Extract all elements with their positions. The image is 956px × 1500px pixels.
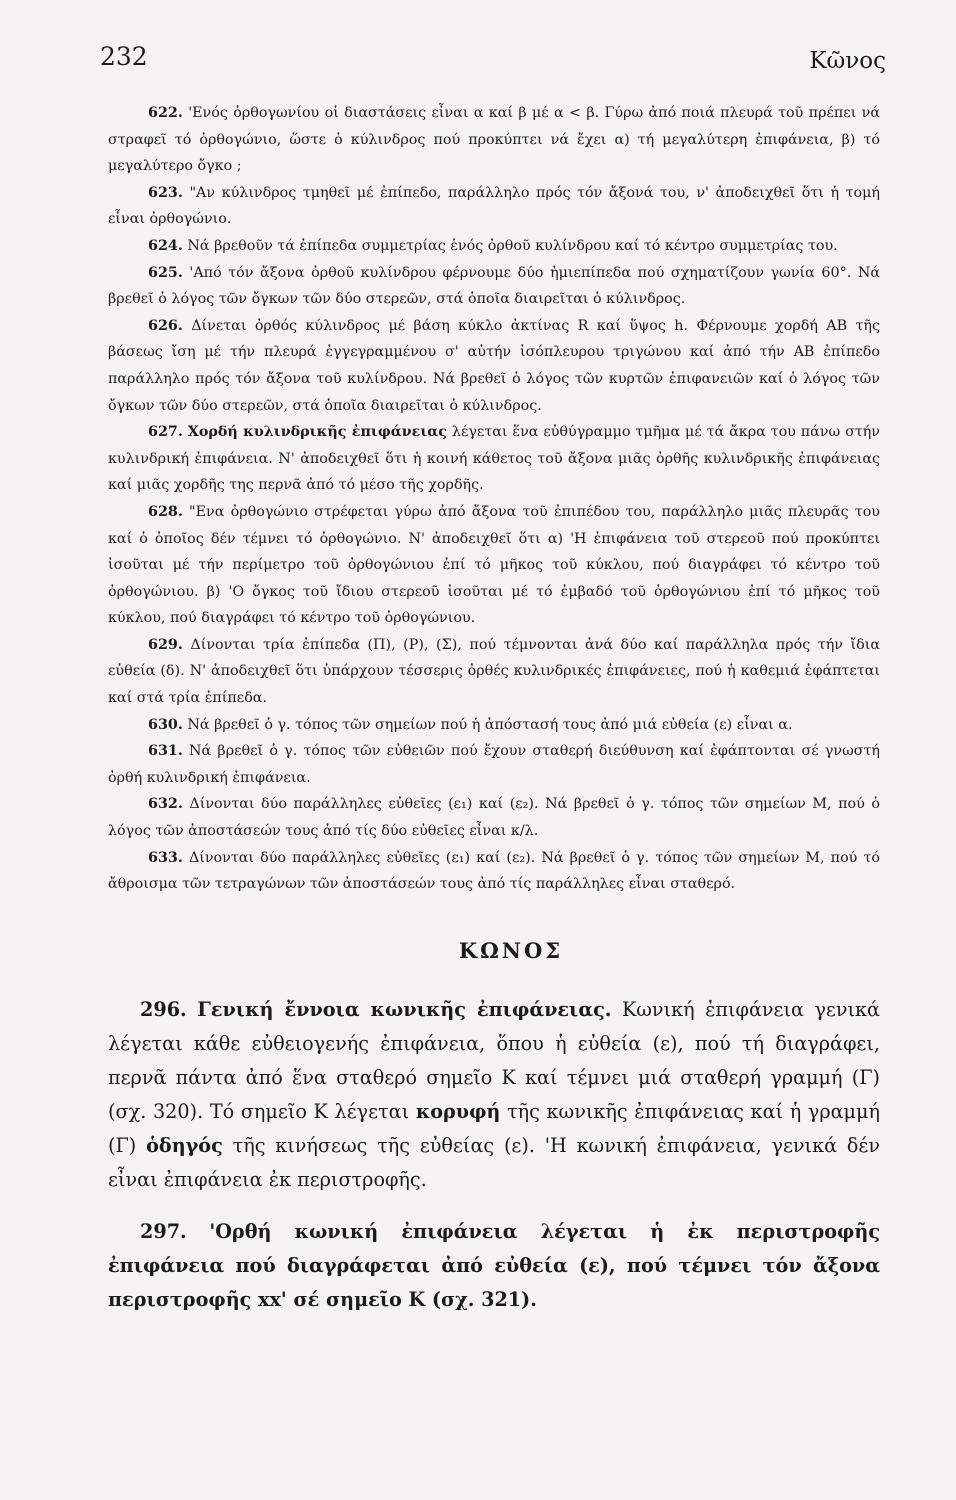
exercise-626 — [108, 313, 880, 419]
exercise-text: Δίνονται δύο παράλληλες εὐθεῖες (ε₁) καί (ε₂). Νά βρεθεῖ ὁ γ. τόπος τῶν σημείων Μ, πού τό ἄθροισμα τῶν τετραγώνων τῶν ἀποστάσεών τους ἀπό τίς παράλληλες εἶναι σταθερό. — [108, 849, 880, 893]
exercise-text: Νά βρεθοῦν τά ἐπίπεδα συμμετρίας ἑνός ὀρθοῦ κυλίνδρου καί τό κέντρο συμμετρίας του. — [187, 237, 838, 254]
paragraph-number: 296. — [140, 997, 187, 1021]
exercise-number: 633. — [148, 849, 183, 866]
page-body — [108, 100, 880, 1317]
exercise-628 — [108, 499, 880, 632]
paragraph-text: Κωνική ἐπιφάνεια γενικά λέγεται κάθε εὐθειογενής ἐπιφάνεια, ὅπου ἡ εὐθεία (ε), πού τή διαγράφει, περνᾶ πάντα ἀπό ἕνα σταθερό σημεῖο Κ καί τέμνει μιά σταθερή γραμμή (Γ) (σχ. 320). Τό σημεῖο Κ λέγεται — [108, 997, 880, 1123]
exercise-number: 632. — [148, 796, 183, 813]
exercise-number: 629. — [148, 636, 183, 653]
exercise-number: 622. — [148, 105, 183, 121]
paragraph-heading: 'Ορθή κωνική ἐπιφάνεια — [209, 1219, 518, 1243]
exercise-627 — [108, 419, 880, 499]
term-directrix: ὁδηγός — [146, 1133, 223, 1157]
exercise-text: 'Ενός ὀρθογωνίου οἱ διαστάσεις εἶναι α καί β μέ α < β. Γύρω ἀπό ποιά πλευρά τοῦ πρέπει νά στραφεῖ τό ὀρθογώνιο, ὥστε ὁ κύλινδρος πού προκύπτει νά ἔχει α) τή μεγαλύτερη ἐπιφάνεια, β) τό μεγαλύτερο ὄγκο ; — [108, 105, 880, 175]
exercise-text: Νά βρεθεῖ ὁ γ. τόπος τῶν εὐθειῶν πού ἔχουν σταθερή διεύθυνση καί ἐφάπτονται σέ γνωστή ὀρθή κυλινδρική ἐπιφάνεια. — [108, 743, 880, 786]
exercise-text: Δίνεται ὀρθός κύλινδρος μέ βάση κύκλο ἀκτίνας R καί ὕψος h. Φέρνουμε χορδή ΑΒ τῆς βάσεως ἴση μέ τήν πλευρά ἐγγεγραμμένου σ' αὐτήν ἰσόπλευρου τριγώνου καί ἀπό τήν ΑΒ ἐπίπεδο παράλληλο πρός τόν ἄξονα τοῦ κυλίνδρου. Νά βρεθεῖ ὁ λόγος τῶν κυρτῶν ἐπιφανειῶν καί ὁ λόγος τῶν ὄγκων τῶν δύο στερεῶν, στά ὁποῖα διαιρεῖται ὁ κύλινδρος. — [108, 317, 881, 414]
exercise-text: "Ενα ὀρθογώνιο στρέφεται γύρω ἀπό ἄξονα τοῦ ἐπιπέδου του, παράλληλο μιᾶς πλευρᾶς του καί ὁ ὁποῖος δέν τέμνει τό ὀρθογώνιο. Ν' ἀποδειχθεῖ ὅτι α) 'Η ἐπιφάνεια τοῦ στερεοῦ πού προκύπτει ἰσοῦται μέ τήν περίμετρο τοῦ ὀρθογώνιου ἐπί τό μῆκος τοῦ κύκλου, πού διαγράφει τό κέντρο τοῦ ὀρθογώνιου. β) 'Ο ὄγκος τοῦ ἴδιου στερεοῦ ἰσοῦται μέ τό ἐμβαδό τοῦ ὀρθογώνιου ἐπί τό μῆκος τοῦ κύκλου, πού διαγράφει τό κέντρο τοῦ ὀρθογώνιου. — [108, 503, 881, 627]
exercise-number: 631. — [148, 743, 183, 760]
exercise-623 — [108, 180, 880, 233]
exercise-632 — [108, 791, 880, 844]
paragraph-number: 297. — [140, 1219, 187, 1243]
paragraph-text: τῆς κωνικῆς ἐπιφάνειας καί ἡ γραμμή (Γ) — [108, 1099, 880, 1157]
exercise-633 — [108, 845, 880, 898]
exercise-number: 630. — [148, 716, 183, 733]
paragraph-heading: Γενική ἔννοια κωνικῆς ἐπιφάνειας. — [197, 997, 612, 1021]
exercise-624 — [108, 233, 880, 260]
exercise-number: 626. — [148, 317, 183, 334]
paragraph-297 — [108, 1215, 880, 1317]
section-title: ΚΩΝΟΣ — [458, 937, 564, 963]
exercise-text: "Αν κύλινδρος τμηθεῖ μέ ἐπίπεδο, παράλληλο πρός τόν ἄξονά του, ν' ἀποδειχθεῖ ὅτι ἡ τομή εἶναι ὀρθογώνιο. — [108, 184, 880, 228]
exercise-625 — [108, 260, 880, 313]
paragraph-text: λέγεται ἡ ἐκ περιστροφῆς ἐπιφάνεια πού διαγράφεται ἀπό εὐθεία (ε), πού τέμνει τόν ἄξονα περιστροφῆς xx' σέ σημεῖο Κ (σχ. 321). — [108, 1219, 881, 1311]
exercise-text: λέγεται ἕνα εὐθύγραμμο τμῆμα μέ τά ἄκρα του πάνω στήν κυλινδρική ἐπιφάνεια. Ν' ἀποδειχθεῖ ὅτι ἡ κοινή κάθετος τοῦ ἄξονα μιᾶς ὀρθῆς κυλινδρικῆς ἐπιφάνειας καί μιᾶς χορδῆς της περνᾶ ἀπό τό μέσο τῆς χορδῆς. — [108, 424, 880, 494]
exercise-630 — [108, 712, 880, 739]
exercise-number: 623. — [148, 184, 183, 201]
running-title: Κῶνος — [809, 48, 886, 74]
exercise-629 — [108, 632, 880, 712]
exercise-text: 'Από τόν ἄξονα ὀρθοῦ κυλίνδρου φέρνουμε δύο ἡμιεπίπεδα πού σχηματίζουν γωνία 60°. Νά βρεθεῖ ὁ λόγος τῶν ὄγκων τῶν δύο στερεῶν, στά ὁποῖα διαιρεῖται ὁ κύλινδρος. — [108, 264, 881, 308]
exercise-number: 625. — [148, 264, 183, 281]
exercise-number: 624. — [148, 237, 183, 254]
exercise-text: Νά βρεθεῖ ὁ γ. τόπος τῶν σημείων πού ἡ ἀπόστασή τους ἀπό μιά εὐθεία (ε) εἶναι α. — [187, 716, 793, 733]
exercise-number: 628. — [148, 503, 183, 520]
page-number: 232 — [100, 42, 148, 71]
paragraph-text: τῆς κινήσεως τῆς εὐθείας (ε). 'Η κωνική ἐπιφάνεια, γενικά δέν εἶναι ἐπιφάνεια ἐκ περιστροφῆς. — [108, 1133, 880, 1191]
exercise-631 — [108, 738, 880, 791]
exercise-number: 627. — [148, 424, 183, 441]
exercise-term: Χορδή κυλινδρικῆς ἐπιφάνειας — [187, 424, 447, 441]
paragraph-296 — [108, 993, 880, 1197]
exercise-text: Δίνονται τρία ἐπίπεδα (Π), (Ρ), (Σ), πού τέμνονται ἀνά δύο καί παράλληλα πρός τήν ἴδια εὐθεία (δ). Ν' ἀποδειχθεῖ ὅτι ὑπάρχουν τέσσερις ὀρθές κυλινδρικές ἐπιφάνειες, πού ἡ καθεμιά ἐφάπτεται καί στά τρία ἐπίπεδα. — [108, 636, 880, 707]
exercise-text: Δίνονται δύο παράλληλες εὐθεῖες (ε₁) καί (ε₂). Νά βρεθεῖ ὁ γ. τόπος τῶν σημείων Μ, πού ὁ λόγος τῶν ἀποστάσεών τους ἀπό τίς δύο εὐθεῖες εἶναι κ/λ. — [108, 796, 880, 840]
exercise-622 — [108, 100, 880, 180]
term-vertex: κορυφή — [415, 1099, 501, 1123]
